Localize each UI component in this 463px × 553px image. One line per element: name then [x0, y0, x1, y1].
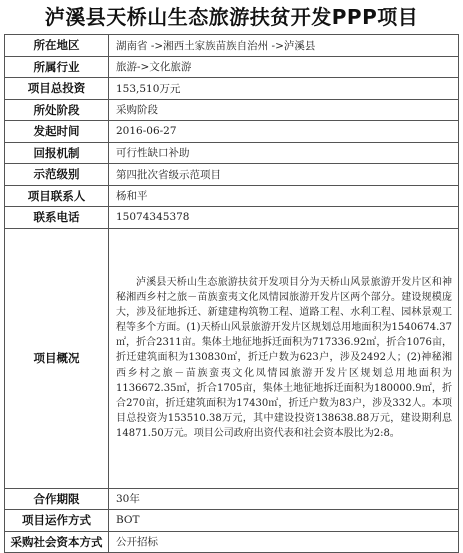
row-value-procurement-method: 公开招标: [109, 531, 459, 553]
table-row: [5, 78, 459, 100]
table-row: [5, 35, 459, 57]
row-label-operation-mode: 项目运作方式: [5, 510, 109, 532]
row-label-industry: 所属行业: [5, 56, 109, 78]
table-row: [5, 142, 459, 164]
row-value-contact-person: 杨和平: [109, 185, 459, 207]
row-value-phone: 15074345378: [109, 207, 459, 229]
row-value-operation-mode: BOT: [109, 510, 459, 532]
row-label-overview: 项目概况: [5, 228, 109, 488]
row-label-phone: 联系电话: [5, 207, 109, 229]
row-value-industry: 旅游->文化旅游: [109, 56, 459, 78]
row-label-start-date: 发起时间: [5, 121, 109, 143]
row-value-region: 湖南省 ->湘西土家族苗族自治州 ->泸溪县: [109, 35, 459, 57]
table-row: [5, 510, 459, 532]
row-label-return-mechanism: 回报机制: [5, 142, 109, 164]
row-value-demo-level: 第四批次省级示范项目: [109, 164, 459, 186]
table-row: [5, 185, 459, 207]
table-row: [5, 56, 459, 78]
row-label-stage: 所处阶段: [5, 99, 109, 121]
row-label-region: 所在地区: [5, 35, 109, 57]
row-label-demo-level: 示范级别: [5, 164, 109, 186]
table-row: [5, 99, 459, 121]
project-overview-text: 泸溪县天桥山生态旅游扶贫开发项目分为天桥山风景旅游开发片区和神秘湘西乡村之旅－苗族蛮夷文化凤情园旅游开发片区两个部分。建设规模庞大，涉及征地拆迁、新建建构筑物工程、道路工程、水利工程、园林景观工程等多个方面。(1)天桥山风景旅游开发片区规划总用地面积为1540674.37㎡，折合2311亩。集体土地征地拆迁面积为717336.92㎡，折合1076亩，折迁建筑面积为130830㎡，折迁户数为623户，涉及2492人；(2)神秘湘西乡村之旅－苗族蛮夷文化凤情园旅游开发片区规划总用地面积为1136672.35㎡，折合1705亩，集体土地征地拆迁面积为180000.9㎡，折合270亩，折迁建筑面积为17430㎡，折迁户数为83户，涉及332人。本项目总投资为153510.38万元，其中建设投资138638.88万元，建设期利息14871.50万元。项目公司政府出资代表和社会资本股比为2:8。: [109, 228, 459, 488]
row-value-stage: 采购阶段: [109, 99, 459, 121]
table-row: [5, 207, 459, 229]
project-info-table: [4, 34, 459, 553]
row-value-total-investment: 153,510万元: [109, 78, 459, 100]
table-row: [5, 121, 459, 143]
row-label-procurement-method: 采购社会资本方式: [5, 531, 109, 553]
page-title: 泸溪县天桥山生态旅游扶贫开发PPP项目: [44, 5, 419, 29]
row-label-total-investment: 项目总投资: [5, 78, 109, 100]
table-row: [5, 531, 459, 553]
table-row: [5, 488, 459, 510]
row-value-start-date: 2016-06-27: [109, 121, 459, 143]
table-row: [5, 164, 459, 186]
row-label-contact-person: 项目联系人: [5, 185, 109, 207]
row-value-cooperation-period: 30年: [109, 488, 459, 510]
row-value-return-mechanism: 可行性缺口补助: [109, 142, 459, 164]
table-row: [5, 228, 459, 488]
row-label-cooperation-period: 合作期限: [5, 488, 109, 510]
